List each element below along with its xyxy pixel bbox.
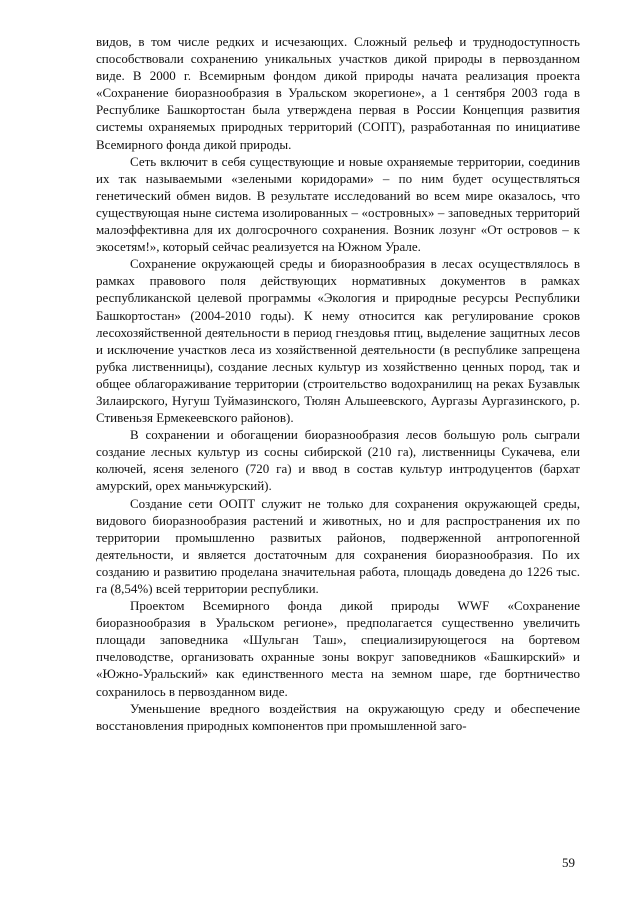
- page-number: 59: [562, 855, 575, 870]
- paragraph-3: Сохранение окружающей среды и биоразнообразия в лесах осуществлялось в рамках правового поля действующих нормативных документов в рамках республиканской целевой программы «Экология и природные ресурсы Республики Башкортостан» (2004-2010 годы). К нему относится как регулирование сроков лесохозяйственной деятельности в период гнездовья птиц, выделение защитных лесов и исключение участков леса из хозяйственной деятельности (в республике запрещена рубка лиственницы), создание лесных культур из хозяйственно ценных пород, так и общее облагораживание территории (строительство водохранилищ на реках Бузавлык Зилаирского, Нугуш Туймазинского, Тюлян Альшеевского, Аургазы Аургазинского, р. Стивеньзя Ермекеевского районов).: [96, 256, 580, 426]
- paragraph-6: Проектом Всемирного фонда дикой природы WWF «Сохранение биоразнообразия в Уральском регионе», предполагается существенно увеличить площади заповедника «Шульган Таш», специализирующегося на бортевом пчеловодстве, организовать охранные зоны вокруг заповедников «Башкирский» и «Южно-Уральский» как единственного места на земном шаре, где бортничество сохранилось в первозданном виде.: [96, 598, 580, 699]
- body-text: [96, 33, 580, 734]
- paragraph-1: видов, в том числе редких и исчезающих. Сложный рельеф и труднодоступность способствовали сохранению уникальных участков дикой природы в первозданном виде. В 2000 г. Всемирным фондом дикой природы начата реализация проекта «Сохранение биоразнообразия в Уральском экорегионе», а 1 сентября 2003 года в Республике Башкортостан была утверждена первая в России Концепция развития системы охраняемых природных территорий (СОПТ), разработанная по инициативе Всемирного фонда дикой природы.: [96, 34, 580, 152]
- paragraph-5: Создание сети ООПТ служит не только для сохранения окружающей среды, видового биоразнообразия растений и животных, но и для распространения их по территории промышленно развитых районов, подверженной антропогенной деятельности, и является достаточным для сохранения биоразнообразия. По их созданию и развитию проделана значительная работа, площадь доведена до 1226 тыс. га (8,54%) всей территории республики.: [96, 495, 580, 596]
- paragraph-2: Сеть включит в себя существующие и новые охраняемые территории, соединив их так называемыми «зелеными коридорами» – по ним будет осуществляться генетический обмен видов. В результате исследований во всем мире оказалось, что существующая ныне система изолированных – «островных» – заповедных территорий малоэффективна для их долгосрочного сохранения. Возник лозунг «От островов – к экосетям!», который сейчас реализуется на Южном Урале.: [96, 153, 580, 255]
- paragraph-7: Уменьшение вредного воздействия на окружающую среду и обеспечение восстановления природных компонентов при промышленной заго-: [96, 700, 580, 733]
- paragraph-4: В сохранении и обогащении биоразнообразия лесов большую роль сыграли создание лесных культур из сосны сибирской (210 га), лиственницы Сукачева, ели колючей, ясеня зеленого (720 га) и ввод в состав культур интродуцентов (бархат амурский, орех маньчжурский).: [96, 427, 580, 494]
